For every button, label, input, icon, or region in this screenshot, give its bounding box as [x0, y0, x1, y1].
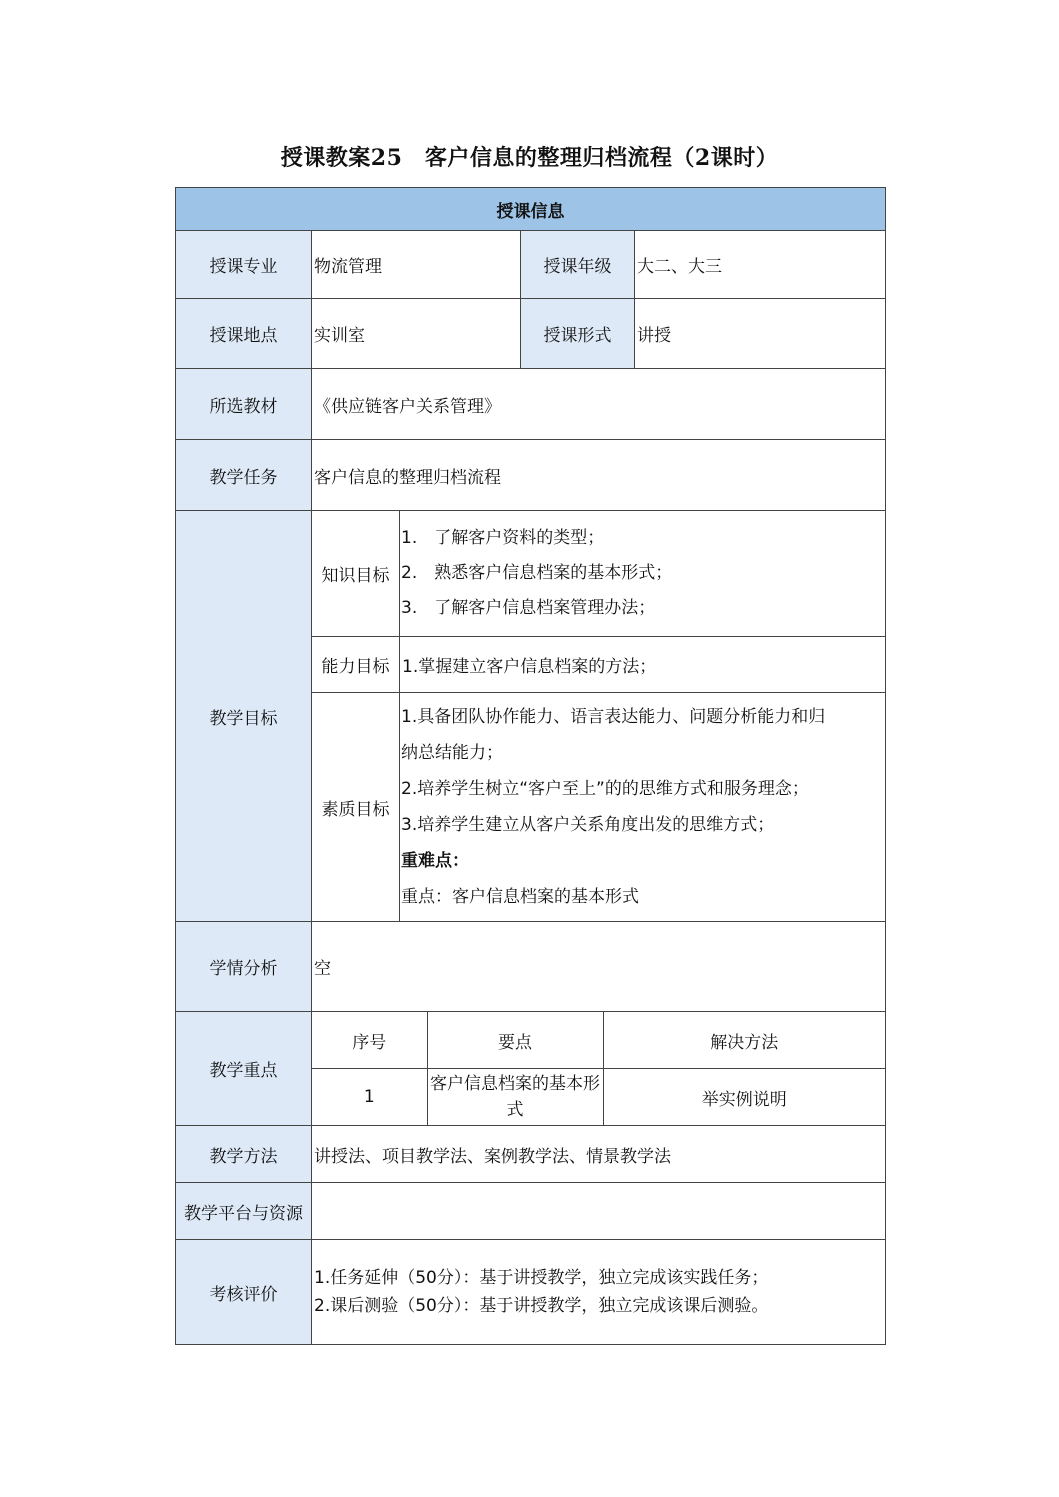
knowledge-item: 3. 了解客户信息档案管理办法；	[401, 598, 656, 618]
major-label: 授课专业	[176, 231, 312, 299]
textbook-value: 《供应链客户关系管理》	[312, 369, 886, 440]
knowledge-item: 1. 了解客户资料的类型；	[401, 528, 605, 548]
platform-value	[312, 1183, 886, 1240]
keypoints-label: 教学重点	[176, 1012, 312, 1126]
quality-item: 1.具备团队协作能力、语言表达能力、问题分析能力和归	[401, 707, 826, 727]
assessment-value	[312, 1240, 886, 1345]
keypoints-table	[312, 1012, 885, 1125]
quality-item: 纳总结能力；	[401, 743, 503, 763]
keypoints-index: 1	[312, 1069, 427, 1126]
format-label: 授课形式	[521, 299, 635, 369]
ability-goal: 1.掌握建立客户信息档案的方法；	[400, 637, 886, 693]
keypoints-solution: 举实例说明	[603, 1069, 885, 1126]
knowledge-item: 2. 熟悉客户信息档案的基本形式；	[401, 563, 673, 583]
major-value: 物流管理	[312, 231, 521, 299]
knowledge-label: 知识目标	[312, 511, 400, 637]
keypoints-header-point: 要点	[427, 1012, 603, 1069]
quality-item: 2.培养学生树立“客户至上”的的思维方式和服务理念；	[401, 779, 809, 799]
analysis-label: 学情分析	[176, 922, 312, 1012]
ability-label: 能力目标	[312, 637, 400, 693]
textbook-label: 所选教材	[176, 369, 312, 440]
location-label: 授课地点	[176, 299, 312, 369]
assessment-item: 2.课后测验（50分）：基于讲授教学，独立完成该课后测验。	[314, 1296, 769, 1316]
quality-item: 3.培养学生建立从客户关系角度出发的思维方式；	[401, 815, 775, 835]
keypoints-point: 客户信息档案的基本形式	[427, 1069, 603, 1126]
page-title: 授课教案25 客户信息的整理归档流程（2课时）	[280, 145, 779, 171]
grade-value: 大二、大三	[635, 231, 886, 299]
analysis-value: 空	[312, 922, 886, 1012]
keypoints-cell	[312, 1012, 886, 1126]
quality-label: 素质目标	[312, 693, 400, 922]
platform-label: 教学平台与资源	[176, 1183, 312, 1240]
methods-value: 讲授法、项目教学法、案例教学法、情景教学法	[312, 1126, 886, 1183]
difficulty-text: 重点：客户信息档案的基本形式	[401, 887, 639, 907]
task-value: 客户信息的整理归档流程	[312, 440, 886, 511]
keypoints-header-solution: 解决方法	[603, 1012, 885, 1069]
grade-label: 授课年级	[521, 231, 635, 299]
assessment-label: 考核评价	[176, 1240, 312, 1345]
location-value: 实训室	[312, 299, 521, 369]
knowledge-goals	[400, 511, 886, 637]
table-header: 授课信息	[176, 188, 886, 231]
methods-label: 教学方法	[176, 1126, 312, 1183]
objectives-label: 教学目标	[176, 511, 312, 922]
difficulty-heading: 重难点：	[401, 851, 469, 871]
lesson-plan-table	[175, 187, 886, 1345]
assessment-item: 1.任务延伸（50分）：基于讲授教学，独立完成该实践任务；	[314, 1268, 769, 1288]
quality-goals	[400, 693, 886, 922]
task-label: 教学任务	[176, 440, 312, 511]
format-value: 讲授	[635, 299, 886, 369]
keypoints-header-index: 序号	[312, 1012, 427, 1069]
